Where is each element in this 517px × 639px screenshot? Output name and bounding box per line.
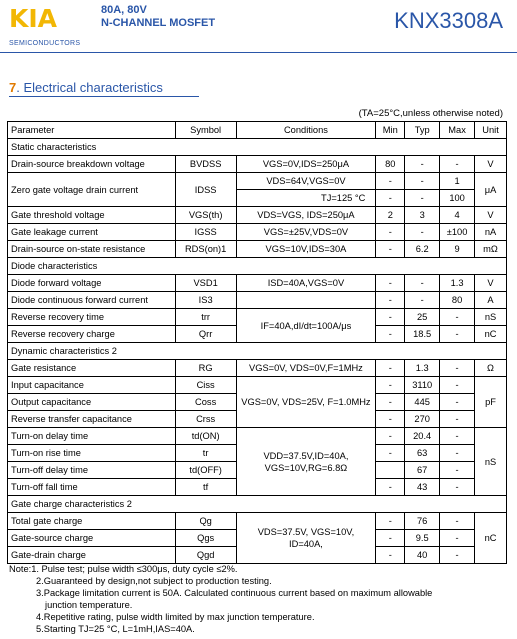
cell: μA — [475, 173, 507, 207]
cell: nA — [475, 224, 507, 241]
table-header-row — [8, 122, 507, 139]
cell: Crss — [175, 411, 236, 428]
cell: trr — [175, 309, 236, 326]
cell: - — [440, 547, 475, 564]
cell: VSD1 — [175, 275, 236, 292]
kia-logo: KIA — [9, 4, 58, 33]
part-number: KNX3308A — [394, 8, 503, 33]
table-row — [8, 309, 507, 326]
cell: VGS(th) — [175, 207, 236, 224]
cell: VDS=64V,VGS=0V — [236, 173, 376, 190]
cell: VGS=0V, VDS=0V,F=1MHz — [236, 360, 376, 377]
note-line: 5.Starting TJ=25 °C, L=1mH,IAS=40A. — [36, 624, 195, 634]
electrical-characteristics-table — [7, 121, 507, 564]
header-divider — [0, 52, 517, 53]
cell: - — [376, 377, 405, 394]
table-row — [8, 207, 507, 224]
table-row — [8, 241, 507, 258]
section-label: Diode characteristics — [8, 258, 507, 275]
section-row — [8, 139, 507, 156]
cell: Reverse transfer capacitance — [8, 411, 176, 428]
cell: - — [376, 428, 405, 445]
cell: - — [376, 547, 405, 564]
cell: - — [376, 394, 405, 411]
cell: - — [376, 292, 405, 309]
cell: 1.3 — [405, 360, 440, 377]
cell: IDSS — [175, 173, 236, 207]
note-line: 3.Package limitation current is 50A. Calculated continuous current based on maximum allowable — [36, 588, 433, 598]
section-title — [9, 80, 163, 95]
cell: 100 — [440, 190, 475, 207]
cell: Total gate charge — [8, 513, 176, 530]
cell: - — [405, 224, 440, 241]
cell: 2 — [376, 207, 405, 224]
section-row — [8, 496, 507, 513]
cell: - — [440, 360, 475, 377]
cell: 1 — [440, 173, 475, 190]
cell — [376, 462, 405, 479]
cell: VGS=10V,IDS=30A — [236, 241, 376, 258]
cell: - — [440, 309, 475, 326]
section-row — [8, 258, 507, 275]
logo-subtitle: SEMICONDUCTORS — [9, 40, 81, 47]
cell: VDS=37.5V, VGS=10V, ID=40A, — [236, 513, 376, 564]
cell: TJ=125 °C — [236, 190, 376, 207]
cell: ISD=40A,VGS=0V — [236, 275, 376, 292]
cell: 270 — [405, 411, 440, 428]
cell: BVDSS — [175, 156, 236, 173]
cell: - — [376, 173, 405, 190]
cell: - — [440, 326, 475, 343]
table-row — [8, 513, 507, 530]
cell: nS — [475, 309, 507, 326]
table-row — [8, 173, 507, 190]
cell: Gate-drain charge — [8, 547, 176, 564]
table-row — [8, 275, 507, 292]
cell: Ciss — [175, 377, 236, 394]
cell: V — [475, 207, 507, 224]
section-underline — [9, 96, 199, 97]
note-line: Note:1. Pulse test; pulse width ≤300μs, duty cycle ≤2%. — [9, 564, 238, 574]
cell: Reverse recovery charge — [8, 326, 176, 343]
cell: Drain-source breakdown voltage — [8, 156, 176, 173]
cell: 43 — [405, 479, 440, 496]
cell: - — [405, 292, 440, 309]
cell: 67 — [405, 462, 440, 479]
cell: Gate leakage current — [8, 224, 176, 241]
cell: - — [376, 241, 405, 258]
cell: tf — [175, 479, 236, 496]
cell: nC — [475, 513, 507, 564]
cell: 25 — [405, 309, 440, 326]
header-cell: Parameter — [8, 122, 176, 139]
cell: - — [376, 275, 405, 292]
cell: Coss — [175, 394, 236, 411]
table-row — [8, 428, 507, 445]
cell: - — [440, 479, 475, 496]
cell: 20.4 — [405, 428, 440, 445]
cell: - — [376, 445, 405, 462]
cell: 9.5 — [405, 530, 440, 547]
cell: - — [376, 224, 405, 241]
cell: 40 — [405, 547, 440, 564]
cell: 80 — [376, 156, 405, 173]
header-spec — [101, 4, 215, 30]
section-label: Gate charge characteristics 2 — [8, 496, 507, 513]
header-cell: Typ — [405, 122, 440, 139]
cell: mΩ — [475, 241, 507, 258]
table-row — [8, 156, 507, 173]
cell: IF=40A,dI/dt=100A/μs — [236, 309, 376, 343]
cell: Output capacitance — [8, 394, 176, 411]
section-row — [8, 343, 507, 360]
cell — [236, 292, 376, 309]
cell: Input capacitance — [8, 377, 176, 394]
section-title-text: . Electrical characteristics — [16, 80, 163, 95]
note-line: 2.Guaranteed by design,not subject to production testing. — [36, 576, 272, 586]
section-number: 7 — [9, 80, 17, 95]
cell: 3110 — [405, 377, 440, 394]
table-row — [8, 292, 507, 309]
cell: - — [376, 479, 405, 496]
cell: - — [376, 530, 405, 547]
cell: V — [475, 275, 507, 292]
cell: - — [376, 360, 405, 377]
cell: 6.2 — [405, 241, 440, 258]
cell: Zero gate voltage drain current — [8, 173, 176, 207]
cell: Diode forward voltage — [8, 275, 176, 292]
cell: Reverse recovery time — [8, 309, 176, 326]
cell: - — [440, 377, 475, 394]
cell: - — [405, 156, 440, 173]
header-cell: Min — [376, 122, 405, 139]
cell: - — [440, 394, 475, 411]
test-conditions: (TA=25°C,unless otherwise noted) — [358, 108, 503, 119]
cell: - — [405, 190, 440, 207]
cell: - — [440, 411, 475, 428]
cell: VDD=37.5V,ID=40A, VGS=10V,RG=6.8Ω — [236, 428, 376, 496]
cell: - — [405, 173, 440, 190]
cell: IS3 — [175, 292, 236, 309]
cell: RG — [175, 360, 236, 377]
cell: RDS(on)1 — [175, 241, 236, 258]
cell: ±100 — [440, 224, 475, 241]
cell: 80 — [440, 292, 475, 309]
cell: 76 — [405, 513, 440, 530]
cell: - — [405, 275, 440, 292]
cell: Qrr — [175, 326, 236, 343]
cell: V — [475, 156, 507, 173]
cell: Diode continuous forward current — [8, 292, 176, 309]
header-cell: Symbol — [175, 122, 236, 139]
cell: pF — [475, 377, 507, 428]
cell: IGSS — [175, 224, 236, 241]
notes — [9, 563, 509, 635]
cell: 3 — [405, 207, 440, 224]
cell: Turn-off fall time — [8, 479, 176, 496]
cell: - — [440, 513, 475, 530]
cell: - — [376, 190, 405, 207]
cell: - — [376, 513, 405, 530]
cell: 1.3 — [440, 275, 475, 292]
cell: Qgd — [175, 547, 236, 564]
cell: Drain-source on-state resistance — [8, 241, 176, 258]
cell: Gate threshold voltage — [8, 207, 176, 224]
spec-rating: 80A, 80V — [101, 4, 147, 16]
cell: Qgs — [175, 530, 236, 547]
cell: td(ON) — [175, 428, 236, 445]
cell: A — [475, 292, 507, 309]
header-cell: Max — [440, 122, 475, 139]
cell: - — [440, 462, 475, 479]
cell: - — [440, 428, 475, 445]
section-label: Static characteristics — [8, 139, 507, 156]
cell: Turn-off delay time — [8, 462, 176, 479]
cell: VGS=±25V,VDS=0V — [236, 224, 376, 241]
cell: Turn-on rise time — [8, 445, 176, 462]
cell: - — [440, 530, 475, 547]
cell: tr — [175, 445, 236, 462]
cell: VGS=0V, VDS=25V, F=1.0MHz — [236, 377, 376, 428]
cell: nC — [475, 326, 507, 343]
cell: td(OFF) — [175, 462, 236, 479]
cell: 445 — [405, 394, 440, 411]
cell: nS — [475, 428, 507, 496]
cell: 18.5 — [405, 326, 440, 343]
cell: Gate resistance — [8, 360, 176, 377]
cell: VGS=0V,IDS=250μA — [236, 156, 376, 173]
spec-type: N-CHANNEL MOSFET — [101, 17, 216, 29]
cell: 4 — [440, 207, 475, 224]
header-cell: Unit — [475, 122, 507, 139]
cell: 9 — [440, 241, 475, 258]
table-row — [8, 224, 507, 241]
section-label: Dynamic characteristics 2 — [8, 343, 507, 360]
header-cell: Conditions — [236, 122, 376, 139]
cell: 63 — [405, 445, 440, 462]
note-line: 4.Repetitive rating, pulse width limited by max junction temperature. — [36, 612, 315, 622]
cell: - — [440, 156, 475, 173]
note-line: junction temperature. — [45, 600, 133, 610]
cell: - — [440, 445, 475, 462]
cell: VDS=VGS, IDS=250μA — [236, 207, 376, 224]
cell: - — [376, 326, 405, 343]
table-row — [8, 360, 507, 377]
cell: Ω — [475, 360, 507, 377]
cell: Gate-source charge — [8, 530, 176, 547]
table-row — [8, 377, 507, 394]
cell: - — [376, 411, 405, 428]
cell: Turn-on delay time — [8, 428, 176, 445]
cell: Qg — [175, 513, 236, 530]
cell: - — [376, 309, 405, 326]
